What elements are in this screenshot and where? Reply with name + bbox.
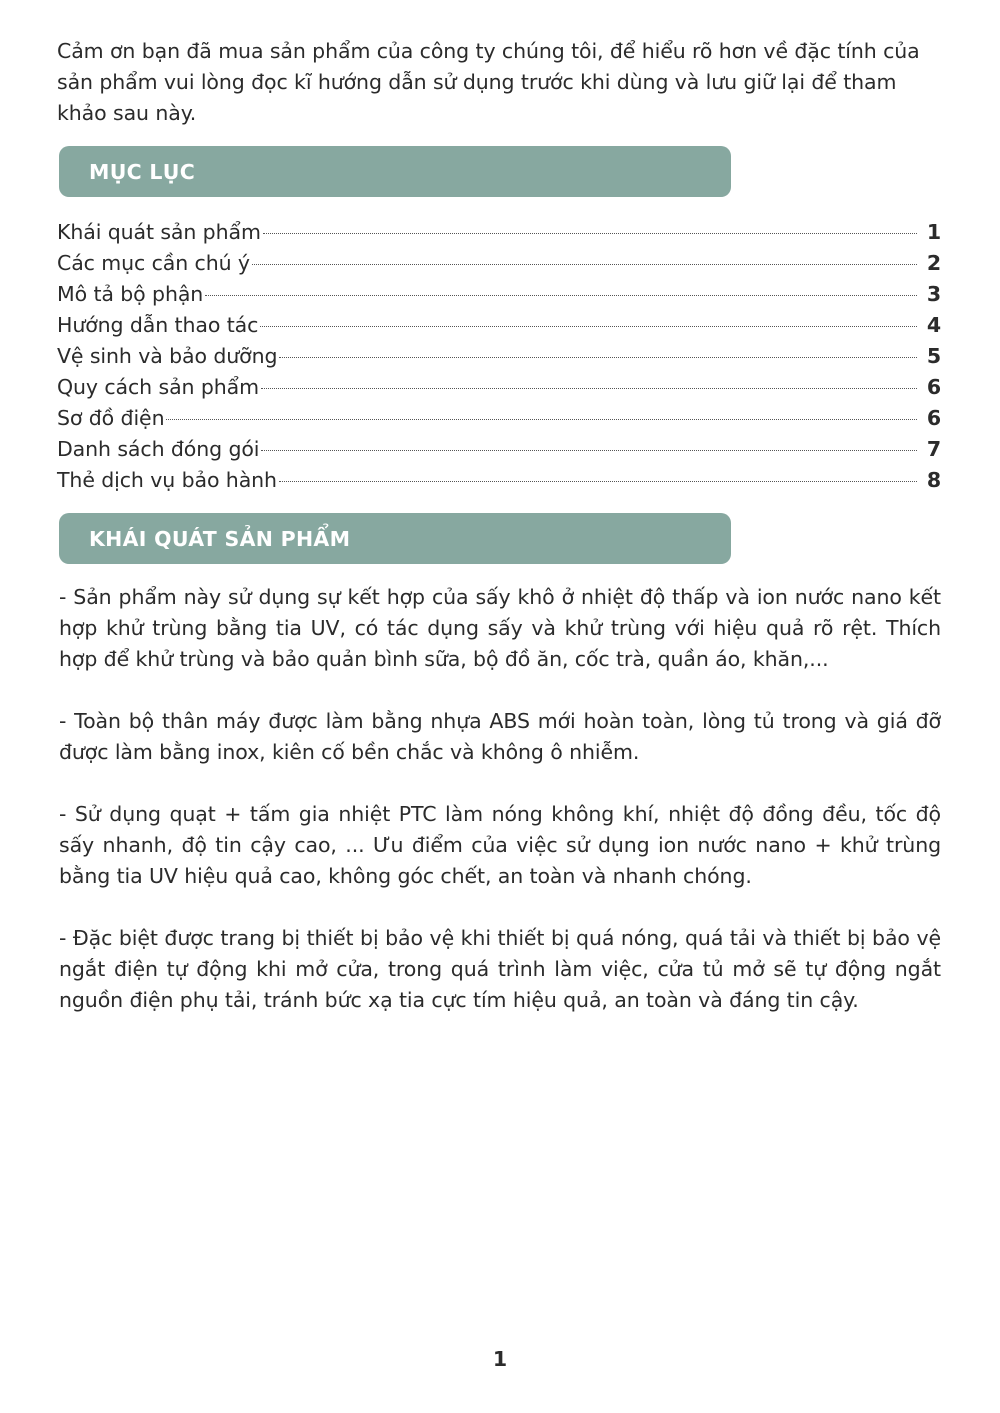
- toc-item[interactable]: [57, 372, 941, 403]
- toc-item-page: 7: [926, 437, 941, 461]
- toc-header: [59, 146, 731, 197]
- toc-leader-dots: [263, 233, 917, 234]
- overview-paragraph: - Đặc biệt được trang bị thiết bị bảo vệ khi thiết bị quá nóng, quá tải và thiết bị bảo vệ ngắt điện tự động khi mở cửa, trong quá trình làm việc, cửa tủ mở sẽ tự động ngắt nguồn điện phụ tải, tránh bức xạ tia cực tím hiệu quả, an toàn và đáng tin cậy.: [59, 926, 941, 1012]
- toc-item-label: Hướng dẫn thao tác: [57, 313, 259, 337]
- document-page: [57, 36, 941, 1047]
- toc-item-label: Quy cách sản phẩm: [57, 375, 259, 399]
- toc-item[interactable]: [57, 434, 941, 465]
- toc-leader-dots: [252, 264, 917, 265]
- toc-item[interactable]: [57, 279, 941, 310]
- toc-item-page: 1: [926, 220, 941, 244]
- toc-item[interactable]: [57, 465, 941, 496]
- overview-header: [59, 513, 731, 564]
- toc-item-label: Sơ đồ điện: [57, 406, 165, 430]
- toc-item-page: 4: [926, 313, 941, 337]
- toc-item-page: 8: [926, 468, 941, 492]
- toc-item[interactable]: [57, 341, 941, 372]
- toc-item[interactable]: [57, 310, 941, 341]
- toc-item[interactable]: [57, 248, 941, 279]
- toc-item-label: Vệ sinh và bảo dưỡng: [57, 344, 278, 368]
- toc-item-label: Các mục cần chú ý: [57, 251, 250, 275]
- overview-title: KHÁI QUÁT SẢN PHẨM: [89, 526, 351, 551]
- toc-item-page: 6: [926, 406, 941, 430]
- toc-item-page: 5: [926, 344, 941, 368]
- toc-item[interactable]: [57, 217, 941, 248]
- toc-title: MỤC LỤC: [89, 159, 196, 184]
- toc-leader-dots: [261, 388, 917, 389]
- toc-item-label: Danh sách đóng gói: [57, 437, 260, 461]
- page-number: 1: [492, 1347, 508, 1371]
- toc-leader-dots: [261, 450, 916, 451]
- toc-item-label: Mô tả bộ phận: [57, 282, 204, 306]
- toc-leader-dots: [279, 357, 916, 358]
- toc-item-page: 2: [926, 251, 941, 275]
- overview-body: [57, 582, 941, 1016]
- toc-leader-dots: [166, 419, 916, 420]
- toc-leader-dots: [279, 481, 917, 482]
- toc-item-page: 6: [926, 375, 941, 399]
- toc-item-label: Khái quát sản phẩm: [57, 220, 261, 244]
- toc-item-label: Thẻ dịch vụ bảo hành: [57, 468, 277, 492]
- overview-paragraph: - Sử dụng quạt + tấm gia nhiệt PTC làm nóng không khí, nhiệt độ đồng đều, tốc độ sấy nhanh, độ tin cậy cao, ... Ưu điểm của việc sử dụng ion nước nano + khử trùng bằng tia UV hiệu quả cao, không góc chết, an toàn và nhanh chóng.: [59, 802, 941, 888]
- table-of-contents: [57, 217, 941, 496]
- overview-paragraph: - Toàn bộ thân máy được làm bằng nhựa ABS mới hoàn toàn, lòng tủ trong và giá đỡ được làm bằng inox, kiên cố bền chắc và không ô nhiễm.: [59, 709, 941, 764]
- toc-leader-dots: [205, 295, 917, 296]
- toc-item[interactable]: [57, 403, 941, 434]
- toc-leader-dots: [260, 326, 917, 327]
- overview-paragraph: - Sản phẩm này sử dụng sự kết hợp của sấy khô ở nhiệt độ thấp và ion nước nano kết hợp khử trùng bằng tia UV, có tác dụng sấy và khử trùng với hiệu quả rõ rệt. Thích hợp để khử trùng và bảo quản bình sữa, bộ đồ ăn, cốc trà, quần áo, khăn,...: [59, 585, 941, 671]
- intro-paragraph: Cảm ơn bạn đã mua sản phẩm của công ty chúng tôi, để hiểu rõ hơn về đặc tính của sản phẩm vui lòng đọc kĩ hướng dẫn sử dụng trước khi dùng và lưu giữ lại để tham khảo sau này.: [57, 39, 920, 125]
- toc-item-page: 3: [926, 282, 941, 306]
